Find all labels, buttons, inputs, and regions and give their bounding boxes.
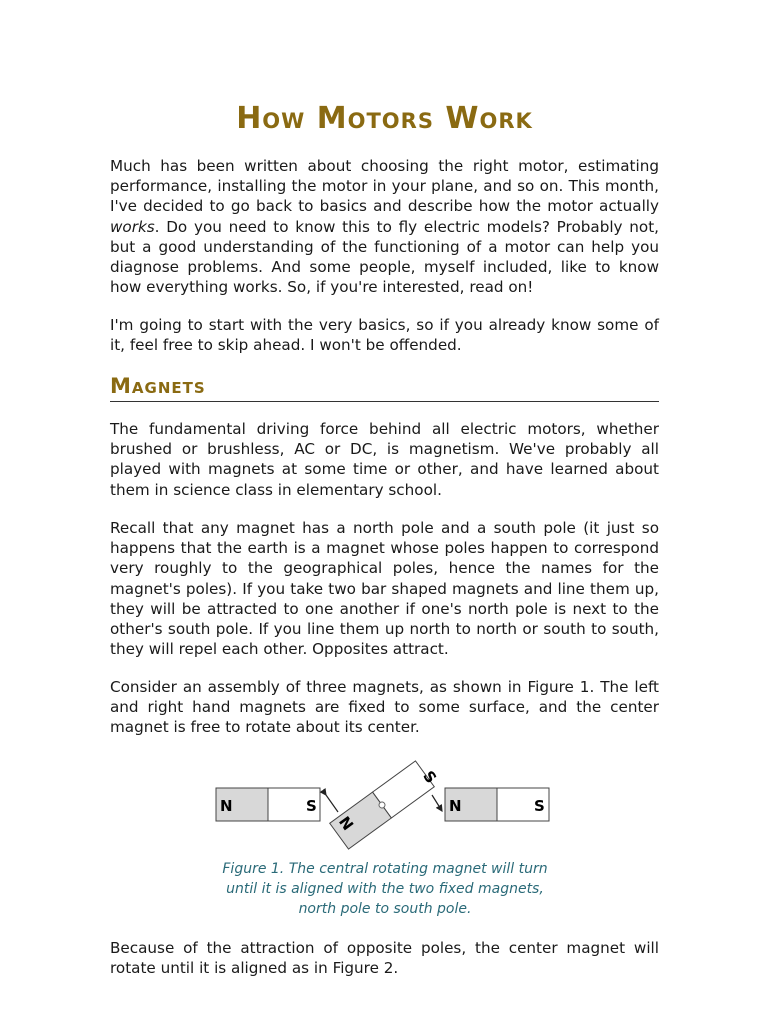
magnets-paragraph-1: The fundamental driving force behind all electric motors, whether brushed or brushless, AC or DC, is magnetism. We've probably all played with magnets at some time or other, and have learned about them in science class in elementary school.	[110, 420, 659, 499]
page-title: How Motors Work	[236, 101, 533, 136]
rotation-arrow-left	[326, 795, 338, 812]
intro-paragraph-2: I'm going to start with the very basics, so if you already know some of it, feel free to skip ahead. I won't be offended.	[110, 316, 659, 355]
right-magnet-south-label: S	[534, 797, 545, 815]
center-magnet-south-label: S	[419, 767, 441, 787]
magnets-paragraph-2: Recall that any magnet has a north pole and a south pole (it just so happens that the earth is a magnet whose poles happen to correspond very roughly to the geographical poles, hence the names for the magnet's poles). If you take two bar shaped magnets and line them up, they will be attracted to one another if one's north pole is next to the other's south pole. If you line them up north to north or south to south, they will repel each other. Opposites attract.	[110, 519, 659, 659]
right-fixed-magnet	[445, 788, 549, 821]
figure-1-caption: Figure 1. The central rotating magnet will turn until it is aligned with the two fixed magnets, north pole to south pole.	[222, 861, 548, 917]
intro-emphasis: works	[110, 217, 155, 236]
magnets-paragraph-4: Because of the attraction of opposite poles, the center magnet will rotate until it is aligned as in Figure 2.	[110, 939, 659, 978]
intro-text-part-2: . Do you need to know this to fly electric models? Probably not, but a good understanding of the functioning of a motor can help you diagnose problems. And some people, myself included, like to know how everything works. So, if you're interested, read on!	[110, 217, 659, 297]
rotation-arrow-right	[432, 795, 442, 811]
figure-1-magnets	[210, 755, 560, 855]
center-magnet-north-label: N	[335, 812, 358, 834]
left-fixed-magnet	[216, 788, 320, 821]
left-magnet-south-label: S	[306, 797, 317, 815]
intro-paragraph-1	[110, 156, 659, 297]
section-heading-magnets: Magnets	[110, 372, 659, 402]
intro-text-part-1: Much has been written about choosing the right motor, estimating performance, installing the motor in your plane, and so on. This month, I've decided to go back to basics and describe how the motor actually	[110, 157, 659, 216]
center-rotating-magnet	[330, 755, 443, 849]
left-magnet-north-label: N	[220, 797, 233, 815]
magnets-paragraph-3: Consider an assembly of three magnets, as shown in Figure 1. The left and right hand magnets are fixed to some surface, and the center magnet is free to rotate about its center.	[110, 678, 659, 737]
right-magnet-north-label: N	[449, 797, 462, 815]
